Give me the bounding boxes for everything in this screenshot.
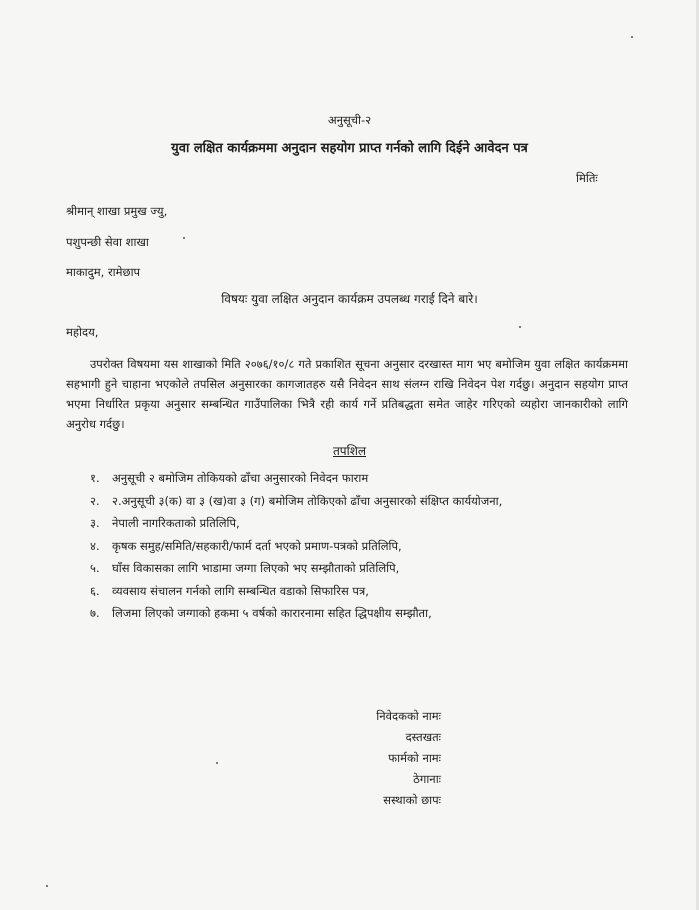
list-item — [90, 470, 502, 493]
list-heading: तपशिल — [332, 444, 367, 458]
list-item-text: घाँस विकासका लागि भाडामा जग्गा लिएको भए सम्झौताको प्रतिलिपि, — [112, 561, 400, 575]
scan-speck — [216, 762, 218, 764]
applicant-name-label: निवेदकको नामः — [376, 708, 441, 723]
list-item-number: ७. — [90, 606, 100, 620]
addressee-line-3: माकादुम, रामेछाप — [66, 265, 141, 279]
list-item-number: १. — [90, 471, 100, 485]
scan-speck — [631, 36, 633, 38]
list-item-text: लिजमा लिएको जग्गाको हकमा ५ वर्षको कारारनामा सहित द्धिपक्षीय सम्झौता, — [112, 606, 432, 620]
stamp-label: सस्थाको छापः — [383, 792, 441, 807]
list-item-number: ३. — [90, 516, 100, 530]
attachment-list — [90, 470, 502, 628]
subject-line: विषयः युवा लक्षित अनुदान कार्यक्रम उपलब्ध गराई दिने बारे। — [221, 292, 478, 306]
list-item — [90, 583, 502, 606]
address-label: ठेगानाः — [413, 771, 441, 786]
list-item-number: ६. — [90, 583, 100, 598]
addressee-line-2: पशुपन्छी सेवा शाखा — [66, 235, 149, 249]
list-item-number: २. — [90, 493, 100, 508]
list-item — [90, 493, 502, 516]
scan-speck — [183, 237, 185, 239]
list-item — [90, 538, 502, 561]
list-item — [90, 515, 502, 538]
list-item-text: व्यवसाय संचालन गर्नको लागि सम्बन्धित वडाको सिफारिस पत्र, — [112, 583, 369, 598]
body-paragraph: उपरोक्त विषयमा यस शाखाको मिति २०७६/१०/८ गते प्रकाशित सूचना अनुसार दरखास्त माग भए बमोजिम युवा लक्षित कार्यक्रममा सहभागी हुने चाहाना भएकोले तपसिल अनुसारका कागजातहरु यसै निवेदन साथ संलग्न राखि निवेदन पेश गर्दछु। अनुदान सहयोग प्राप्त भएमा निर्धारित प्रकृया अनुसार सम्बन्धित गाउँपालिका भित्रै रही कार्य गर्ने प्रतिबद्धता समेत जाहेर गरिएको व्यहोरा जानकारीको लागि अनुरोध गर्दछु। — [66, 357, 628, 431]
list-item-text: कृषक समुह/समिति/सहकारी/फार्म दर्ता भएको प्रमाण-पत्रको प्रतिलिपि, — [112, 538, 402, 553]
list-item-text: अनुसूची २ बमोजिम तोकियको ढाँचा अनुसारको निवेदन फाराम — [112, 471, 369, 485]
farm-name-label: फार्मको नामः — [388, 750, 441, 765]
list-item-number: ४. — [90, 538, 100, 553]
list-item — [90, 605, 502, 628]
list-item-number: ५. — [90, 561, 100, 575]
list-item-text: नेपाली नागरिकताको प्रतिलिपि, — [112, 516, 240, 530]
addressee-line-1: श्रीमान् शाखा प्रमुख ज्यु, — [66, 204, 168, 218]
schedule-label: अनुसूची-२ — [327, 113, 372, 127]
scan-speck — [519, 326, 521, 328]
salutation: महोदय, — [66, 325, 99, 339]
list-item-text: २.अनुसूची ३(क) वा ३ (ख)वा ३ (ग) बमोजिम तोकिएको ढाँचा अनुसारको संक्षिप्त कार्ययोजना, — [112, 493, 503, 508]
list-item — [90, 560, 502, 583]
scan-speck — [46, 885, 48, 887]
signature-label: दस्तखतः — [405, 729, 441, 744]
date-label: मितिः — [576, 171, 598, 185]
document-title: युवा लक्षित कार्यक्रममा अनुदान सहयोग प्राप्त गर्नको लागि दिईने आवेदन पत्र — [171, 141, 528, 156]
